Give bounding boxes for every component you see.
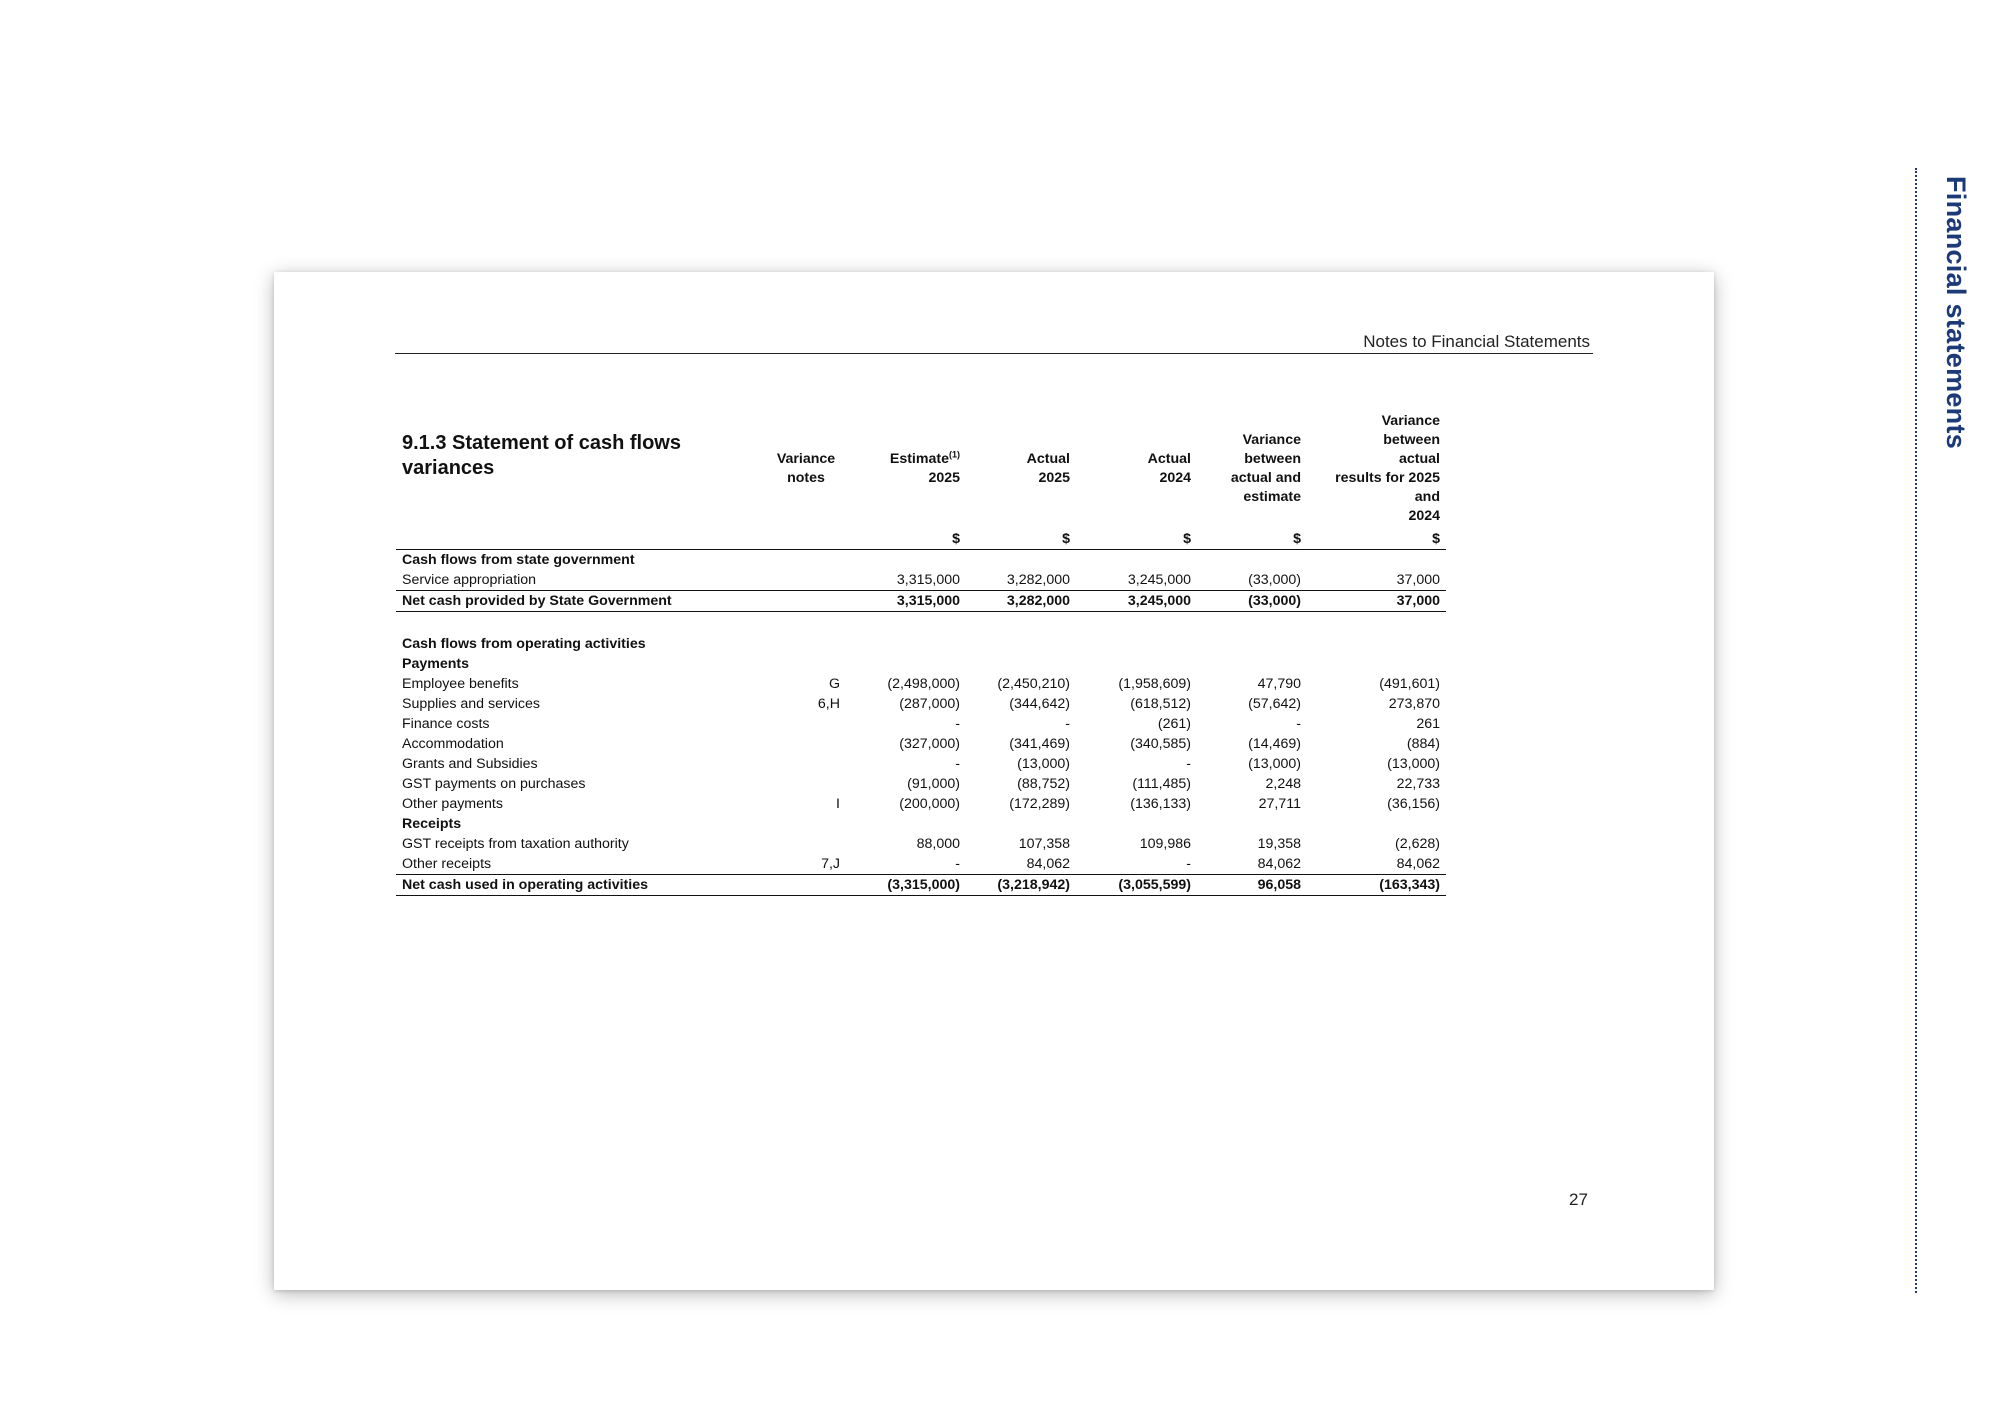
amount-cell: 273,870 — [1388, 696, 1440, 712]
amount-cell: 3,315,000 — [896, 572, 960, 588]
variance-note: 6,H — [817, 696, 840, 712]
row-label: Employee benefits — [402, 676, 519, 692]
amount-cell: 88,000 — [916, 836, 960, 852]
amount-cell: 27,711 — [1258, 796, 1301, 812]
amount-cell: 19,358 — [1257, 836, 1301, 852]
row-label: Finance costs — [402, 716, 490, 732]
header-variance-notes: Variance notes — [776, 451, 836, 486]
currency-symbol: $ — [846, 526, 966, 550]
amount-cell: (57,642) — [1248, 696, 1301, 712]
variance-note — [766, 734, 846, 754]
table-row — [396, 854, 1446, 875]
cash-flows-variance-table — [396, 412, 1446, 896]
amount-cell: - — [955, 756, 960, 772]
amount-cell: (111,485) — [1132, 776, 1191, 792]
section-heading-row — [396, 634, 1446, 654]
variance-note — [766, 834, 846, 854]
amount-cell: 47,790 — [1257, 676, 1301, 692]
amount-cell: 22,733 — [1396, 776, 1440, 792]
amount-cell: (344,642) — [1009, 696, 1070, 712]
table-row — [396, 734, 1446, 754]
header-actual-2025: Actual 2025 — [1026, 451, 1070, 486]
variance-note — [766, 591, 846, 612]
section-heading: Receipts — [402, 816, 462, 832]
amount-cell: (2,450,210) — [997, 676, 1070, 692]
table-row — [396, 794, 1446, 814]
amount-cell: 3,315,000 — [846, 591, 966, 612]
row-label: Net cash used in operating activities — [396, 875, 766, 896]
currency-symbol: $ — [1307, 526, 1446, 550]
amount-cell: 3,245,000 — [1127, 572, 1191, 588]
table-title-text: 9.1.3 Statement of cash flows variances — [402, 432, 681, 479]
amount-cell: (327,000) — [899, 736, 960, 752]
amount-cell: 84,062 — [1026, 856, 1070, 872]
amount-cell: - — [1065, 716, 1070, 732]
section-heading-row — [396, 550, 1446, 571]
amount-cell: 84,062 — [1396, 856, 1440, 872]
amount-cell: 107,358 — [1018, 836, 1070, 852]
amount-cell: 109,986 — [1139, 836, 1191, 852]
section-heading: Cash flows from state government — [402, 552, 635, 568]
total-row — [396, 875, 1446, 896]
amount-cell: - — [1186, 756, 1191, 772]
amount-cell: (287,000) — [899, 696, 960, 712]
variance-note — [766, 714, 846, 734]
amount-cell: - — [955, 856, 960, 872]
amount-cell: (3,055,599) — [1076, 875, 1197, 896]
amount-cell: (618,512) — [1130, 696, 1191, 712]
variance-note — [766, 754, 846, 774]
amount-cell: - — [1186, 856, 1191, 872]
amount-cell: (884) — [1406, 736, 1440, 752]
side-dotted-divider — [1915, 168, 1917, 1293]
amount-cell: (136,133) — [1130, 796, 1191, 812]
row-label: Supplies and services — [402, 696, 541, 712]
section-heading-row — [396, 654, 1446, 674]
row-label: GST receipts from taxation authority — [402, 836, 629, 852]
table-row — [396, 570, 1446, 591]
currency-symbol: $ — [966, 526, 1076, 550]
amount-cell: 3,282,000 — [1006, 572, 1070, 588]
table-row — [396, 714, 1446, 734]
table-row — [396, 774, 1446, 794]
amount-cell: (36,156) — [1387, 796, 1440, 812]
section-heading: Payments — [402, 656, 470, 672]
variance-note: I — [836, 796, 840, 812]
amount-cell: 37,000 — [1307, 591, 1446, 612]
table-body — [396, 550, 1446, 896]
amount-cell: (3,315,000) — [846, 875, 966, 896]
table-row — [396, 834, 1446, 854]
amount-cell: 261 — [1416, 716, 1440, 732]
running-header: Notes to Financial Statements — [1363, 332, 1590, 351]
section-heading: Cash flows from operating activities — [402, 636, 646, 652]
amount-cell: (88,752) — [1017, 776, 1070, 792]
table-row — [396, 754, 1446, 774]
amount-cell: (13,000) — [1017, 756, 1070, 772]
amount-cell: (2,498,000) — [887, 676, 960, 692]
amount-cell: (341,469) — [1009, 736, 1070, 752]
header-variance-actual-estimate: Variance between actual and estimate — [1230, 432, 1301, 505]
amount-cell: (2,628) — [1395, 836, 1440, 852]
currency-row — [396, 526, 1446, 550]
amount-cell: (340,585) — [1130, 736, 1191, 752]
amount-cell: (261) — [1157, 716, 1191, 732]
row-label: Accommodation — [402, 736, 504, 752]
amount-cell: 3,245,000 — [1076, 591, 1197, 612]
spacer-row — [396, 612, 1446, 635]
header-rule — [395, 353, 1593, 354]
row-label: Net cash provided by State Government — [396, 591, 766, 612]
amount-cell: 96,058 — [1197, 875, 1307, 896]
amount-cell: 3,282,000 — [966, 591, 1076, 612]
amount-cell: - — [955, 716, 960, 732]
header-variance-2025-2024: Variance between actual results for 2025 and 2024 — [1335, 413, 1440, 524]
variance-note: 7,J — [821, 856, 840, 872]
amount-cell: (163,343) — [1307, 875, 1446, 896]
document-page — [274, 272, 1714, 1290]
row-label: Other payments — [402, 796, 503, 812]
amount-cell: 2,248 — [1265, 776, 1301, 792]
amount-cell: (13,000) — [1387, 756, 1440, 772]
amount-cell: 37,000 — [1396, 572, 1440, 588]
table-row — [396, 694, 1446, 714]
amount-cell: 84,062 — [1257, 856, 1301, 872]
amount-cell: (91,000) — [907, 776, 960, 792]
section-heading-row — [396, 814, 1446, 834]
amount-cell: (172,289) — [1009, 796, 1070, 812]
amount-cell: (33,000) — [1248, 572, 1301, 588]
variance-note — [766, 570, 846, 591]
row-label: GST payments on purchases — [402, 776, 586, 792]
page-number: 27 — [1569, 1190, 1588, 1209]
amount-cell: (13,000) — [1248, 756, 1301, 772]
total-row — [396, 591, 1446, 612]
variance-note: G — [828, 676, 840, 692]
amount-cell: (14,469) — [1248, 736, 1301, 752]
currency-symbol: $ — [1197, 526, 1307, 550]
table-title — [396, 412, 766, 526]
amount-cell: (1,958,609) — [1118, 676, 1191, 692]
row-label: Other receipts — [402, 856, 492, 872]
header-estimate-2025: Estimate$^{(1)}$ 2025 — [889, 449, 960, 486]
amount-cell: (200,000) — [899, 796, 960, 812]
column-header-row — [396, 412, 1446, 526]
header-actual-2024: Actual 2024 — [1147, 451, 1191, 486]
amount-cell: (3,218,942) — [966, 875, 1076, 896]
table-row — [396, 674, 1446, 694]
amount-cell: (33,000) — [1197, 591, 1307, 612]
amount-cell: - — [1296, 716, 1301, 732]
amount-cell: (491,601) — [1379, 676, 1440, 692]
row-label: Grants and Subsidies — [402, 756, 538, 772]
row-label: Service appropriation — [402, 572, 537, 588]
variance-note — [766, 774, 846, 794]
variance-note — [766, 875, 846, 896]
section-side-label: Financial statements — [1941, 176, 1971, 450]
currency-symbol: $ — [1076, 526, 1197, 550]
